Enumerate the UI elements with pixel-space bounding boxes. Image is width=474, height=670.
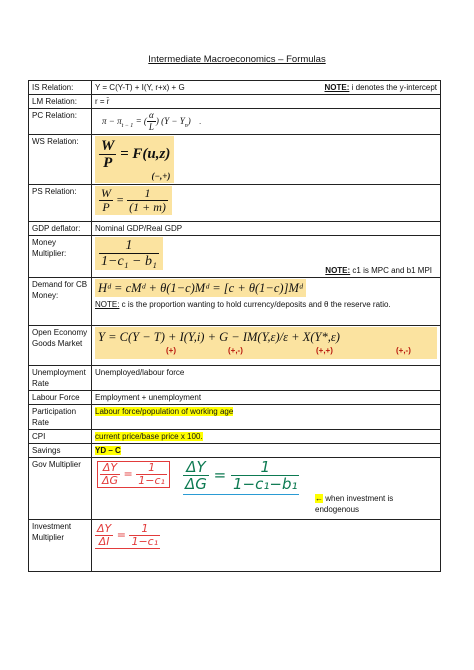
table-row: PC Relation: $\pi - \pi_{t - 1}$ = ( $\frac{\alpha}{L}$ ) $(Y - Y_n)$ .	[29, 109, 441, 135]
gov-note: ← when investment is endogenous	[315, 494, 394, 514]
table-row	[29, 326, 441, 366]
inv-label: Investment Multiplier	[29, 520, 92, 572]
table-row	[29, 458, 441, 520]
pc-label: PC Relation:	[29, 109, 92, 135]
unemp-formula: Unemployed/labour force	[92, 366, 441, 391]
open-label: Open Economy Goods Market	[29, 326, 92, 366]
lm-label: LM Relation:	[29, 95, 92, 109]
table-row	[29, 366, 441, 391]
part-label: Participation Rate	[29, 405, 92, 430]
savings-formula: YD – C	[95, 446, 121, 455]
table-row	[29, 95, 441, 109]
gdp-formula: Nominal GDP/Real GDP	[92, 222, 441, 236]
demand-formula: Hᵈ = cMᵈ + θ(1−c)Mᵈ = [c + θ(1−c)]Mᵈ	[95, 279, 306, 297]
table-row	[29, 236, 441, 278]
is-label: IS Relation:	[29, 81, 92, 95]
gov-label: Gov Multiplier	[29, 458, 92, 520]
table-row	[29, 391, 441, 405]
is-note-text: i denotes the y-intercept	[349, 83, 437, 92]
table-row	[29, 520, 441, 572]
labour-label: Labour Force	[29, 391, 92, 405]
table-row	[29, 185, 441, 222]
table-row	[29, 135, 441, 185]
left-arrow-icon: ←	[315, 494, 323, 503]
open-signs: (+) (+,-) (+,+) (+,-)	[166, 346, 411, 355]
page-title: Intermediate Macroeconomics – Formulas	[148, 54, 326, 65]
open-formula: Y = C(Y − T) + I(Y,i) + G − IM(Y,ε)/ε + X(Y*,ε)	[98, 330, 340, 344]
table-row	[29, 405, 441, 430]
money-formula: $\frac{1}{\text{1−c₁ − b₁}}$	[95, 237, 163, 270]
cpi-label: CPI	[29, 430, 92, 444]
cpi-formula: current price/base price x 100.	[95, 432, 203, 441]
ps-formula: $\frac{W}{P}$ = $\frac{1}{(1 + m)}$	[95, 186, 172, 215]
demand-note-text: c is the proportion wanting to hold currency/deposits and θ the reserve ratio.	[119, 300, 391, 309]
demand-label: Demand for CB Money:	[29, 278, 92, 326]
table-row	[29, 222, 441, 236]
open-formula-box	[95, 327, 437, 359]
ws-label: WS Relation:	[29, 135, 92, 185]
gov-handwritten-red: $\frac{\Delta Y}{\Delta G}$ = $\frac{1}{\text{1−c₁}}$	[97, 461, 170, 488]
savings-label: Savings	[29, 444, 92, 458]
is-formula: Y = C(Y-T) + I(Y, r+x) + G	[95, 83, 185, 92]
labour-formula: Employment + unemployment	[92, 391, 441, 405]
money-note-text: c1 is MPC and b1 MPI	[350, 266, 432, 275]
lm-formula: r = r̄	[92, 95, 441, 109]
table-row	[29, 278, 441, 326]
gov-handwritten-green: $\frac{\Delta Y}{\Delta G}$ = $\frac{1}{\text{1−c₁−b₁}}$	[185, 458, 298, 493]
gdp-label: GDP deflator:	[29, 222, 92, 236]
ws-formula: $\frac{W}{P}$ = F(u,z) (−,+)	[95, 136, 174, 183]
formula-table	[28, 80, 441, 572]
demand-note-label: NOTE:	[95, 300, 120, 309]
pc-formula: $\pi - \pi_{t - 1}$ = ( $\frac{\alpha}{L}$ ) $(Y - Y_n)$	[102, 110, 191, 132]
money-label: Money Multiplier:	[29, 236, 92, 278]
table-row	[29, 81, 441, 95]
is-note-label: NOTE:	[324, 83, 350, 92]
ps-label: PS Relation:	[29, 185, 92, 222]
money-note-label: NOTE:	[325, 266, 351, 275]
part-formula: Labour force/population of working age	[95, 407, 234, 416]
table-row	[29, 444, 441, 458]
inv-handwritten-formula: $\frac{\Delta Y}{\Delta I}$ = $\frac{1}{\text{1−c₁}}$	[97, 522, 159, 548]
unemp-label: Unemployment Rate	[29, 366, 92, 391]
table-row	[29, 430, 441, 444]
